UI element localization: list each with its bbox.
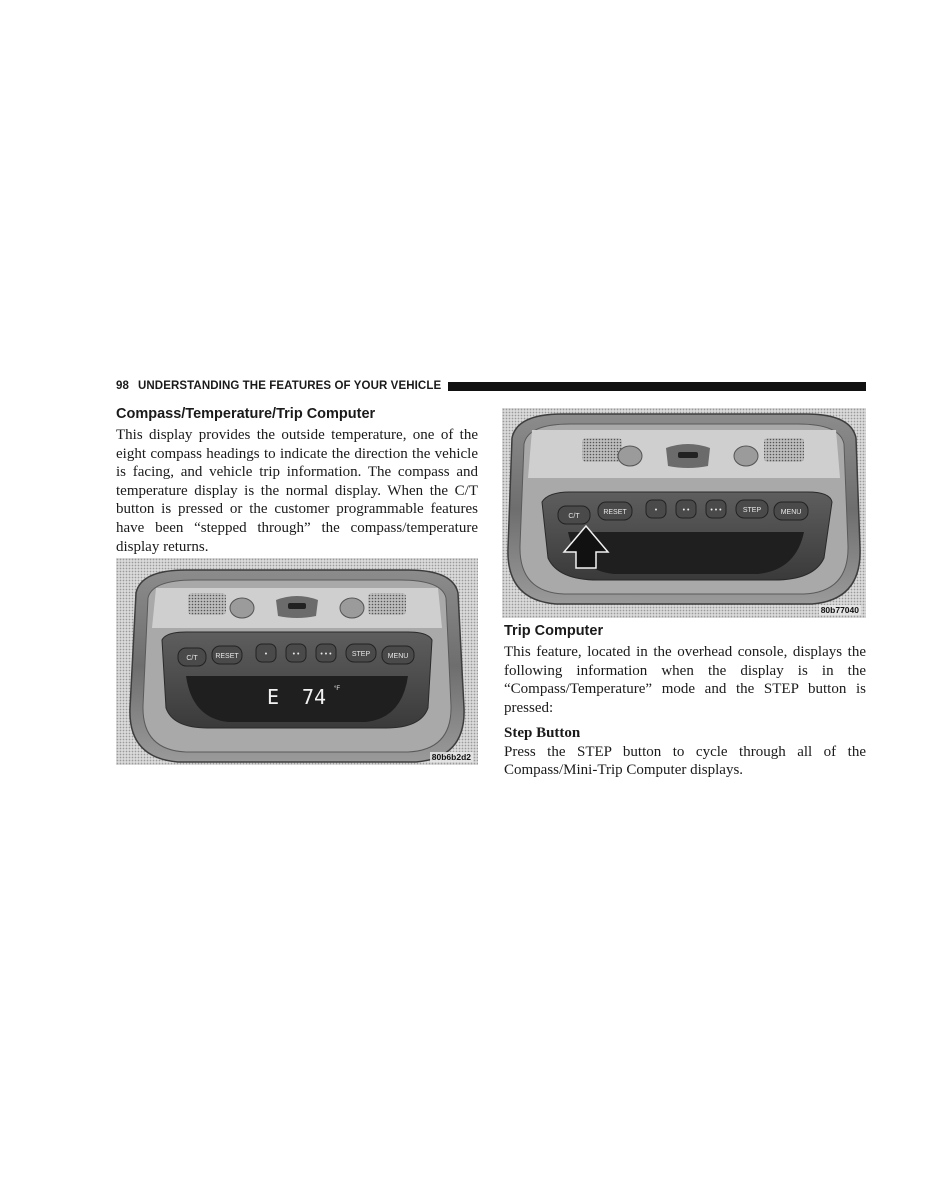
button-menu-label-2: MENU <box>780 509 802 516</box>
section-heading-compass: Compass/Temperature/Trip Computer <box>116 406 376 422</box>
page-header <box>116 379 866 393</box>
button-2dot-label-2: • • <box>682 507 690 514</box>
console-illustration <box>116 558 478 765</box>
button-step-label-2: STEP <box>742 507 762 514</box>
right-column <box>504 622 866 780</box>
console-illustration-arrow <box>502 408 866 618</box>
section-body-trip: This feature, located in the overhead console, displays the following information when the display is in the “Compass/Temperature” mode and the STEP button is pressed: <box>504 644 866 716</box>
button-menu-label: MENU <box>387 653 409 660</box>
left-column <box>116 405 478 556</box>
figure-console-ct-button <box>502 408 866 618</box>
display-heading: E <box>266 685 280 709</box>
button-1dot-label: • <box>264 651 268 658</box>
running-title: UNDERSTANDING THE FEATURES OF YOUR VEHICLE <box>138 380 442 392</box>
header-rule <box>448 382 866 391</box>
page-number: 98 <box>116 380 129 392</box>
section-heading-trip: Trip Computer <box>504 623 604 639</box>
display-temperature: 74 <box>301 685 327 709</box>
button-3dot-label-2: • • • <box>710 507 722 514</box>
section-body-compass: This display provides the outside temperature, one of the eight compass headings to indicate the direction the vehicle is facing, and vehicle trip information. The compass and temperature display is the normal display. When the C/T button is pressed or the customer programmable features have been “stepped through” the compass/temperature display returns. <box>116 427 478 555</box>
button-reset-label-2: RESET <box>603 509 627 516</box>
button-2dot-label: • • <box>292 651 300 658</box>
subsection-body-step: Press the STEP button to cycle through all of the Compass/Mini-Trip Computer displays. <box>504 743 866 779</box>
button-3dot-label: • • • <box>320 651 332 658</box>
button-reset-label: RESET <box>215 653 239 660</box>
figure-code-1: 80b6b2d2 <box>431 752 471 762</box>
button-1dot-label-2: • <box>654 507 658 514</box>
button-ct-label-2: C/T <box>568 513 580 520</box>
subheading-step-button: Step Button <box>504 725 581 742</box>
display-unit: °F <box>334 686 341 692</box>
button-step-label: STEP <box>351 651 371 658</box>
button-ct-label: C/T <box>186 655 198 662</box>
figure-console-display <box>116 558 478 765</box>
figure-code-2: 80b77040 <box>820 605 859 615</box>
